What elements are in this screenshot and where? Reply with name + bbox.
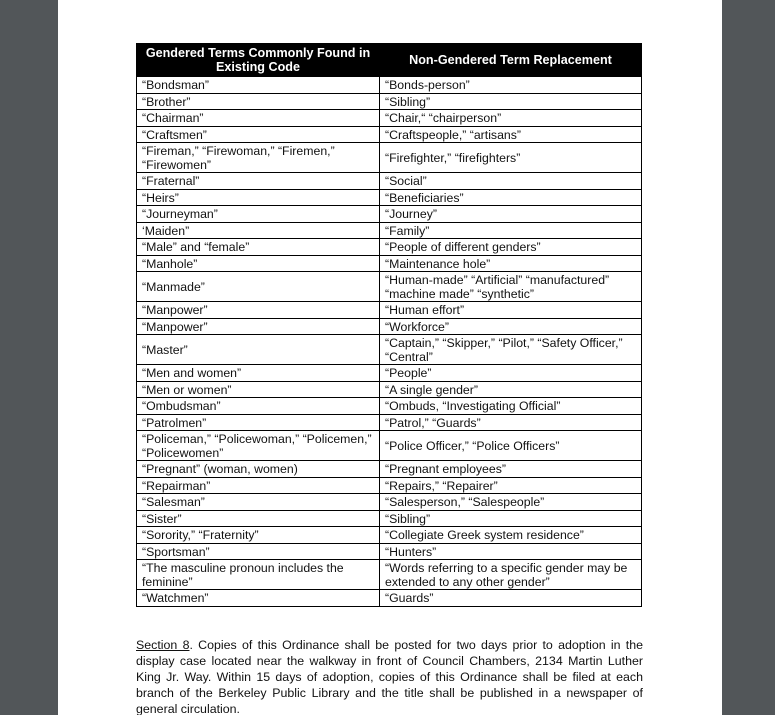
gendered-term-cell: “Ombudsman” [137, 398, 380, 415]
terms-table [136, 43, 642, 607]
table-row [137, 543, 642, 560]
gendered-term-cell: “Sportsman” [137, 543, 380, 560]
table-row [137, 335, 642, 365]
gendered-term-cell: “Male” and “female” [137, 239, 380, 256]
replacement-term-cell: “Firefighter,” “firefighters” [380, 143, 642, 173]
gendered-term-cell: ‘Maiden” [137, 222, 380, 239]
table-row [137, 222, 642, 239]
table-row [137, 173, 642, 190]
header-gendered-terms: Gendered Terms Commonly Found in Existing Code [137, 44, 380, 77]
replacement-term-cell: “Maintenance hole” [380, 255, 642, 272]
gendered-term-cell: “Repairman” [137, 477, 380, 494]
replacement-term-cell: “Ombuds, “Investigating Official” [380, 398, 642, 415]
replacement-term-cell: “Human effort” [380, 302, 642, 319]
replacement-term-cell: “Bonds-person” [380, 77, 642, 94]
replacement-term-cell: “Journey” [380, 206, 642, 223]
replacement-term-cell: “People of different genders” [380, 239, 642, 256]
table-row [137, 365, 642, 382]
gendered-term-cell: “Manpower” [137, 318, 380, 335]
gendered-term-cell: “The masculine pronoun includes the feminine” [137, 560, 380, 590]
gendered-term-cell: “Sister” [137, 510, 380, 527]
replacement-term-cell: “Beneficiaries” [380, 189, 642, 206]
section-8-text: . Copies of this Ordinance shall be posted for two days prior to adoption in the display case located near the walkway in front of Council Chambers, 2134 Martin Luther King Jr. Way. Within 15 days of adoption, copies of this Ordinance shall be filed at each branch of the Berkeley Public Library and the title shall be published in a newspaper of general circulation. [136, 638, 643, 715]
table-row [137, 93, 642, 110]
gendered-term-cell: “Manpower” [137, 302, 380, 319]
replacement-term-cell: “Human-made” “Artificial” “manufactured” “machine made” “synthetic” [380, 272, 642, 302]
replacement-term-cell: “Sibling” [380, 93, 642, 110]
gendered-term-cell: “Salesman” [137, 494, 380, 511]
gendered-term-cell: “Watchmen” [137, 590, 380, 607]
table-row [137, 560, 642, 590]
gendered-term-cell: “Brother” [137, 93, 380, 110]
table-row [137, 189, 642, 206]
replacement-term-cell: “Family” [380, 222, 642, 239]
replacement-term-cell: “Patrol,” “Guards” [380, 414, 642, 431]
replacement-term-cell: “Collegiate Greek system residence” [380, 527, 642, 544]
gendered-term-cell: “Men and women” [137, 365, 380, 382]
gendered-term-cell: “Heirs” [137, 189, 380, 206]
replacement-term-cell: “Social” [380, 173, 642, 190]
terms-table-body [137, 77, 642, 607]
gendered-term-cell: “Manhole” [137, 255, 380, 272]
table-row [137, 255, 642, 272]
table-row [137, 302, 642, 319]
replacement-term-cell: “Repairs,” “Repairer” [380, 477, 642, 494]
table-row [137, 590, 642, 607]
table-row [137, 318, 642, 335]
table-row [137, 272, 642, 302]
replacement-term-cell: “Guards” [380, 590, 642, 607]
replacement-term-cell: “Police Officer,” “Police Officers” [380, 431, 642, 461]
table-row [137, 206, 642, 223]
table-row [137, 494, 642, 511]
table-row [137, 527, 642, 544]
gendered-term-cell: “Pregnant” (woman, women) [137, 461, 380, 478]
header-replacement-terms: Non-Gendered Term Replacement [380, 44, 642, 77]
table-row [137, 143, 642, 173]
table-row [137, 110, 642, 127]
table-row [137, 398, 642, 415]
gendered-term-cell: “Fraternal” [137, 173, 380, 190]
section-8-paragraph [136, 637, 643, 715]
gendered-term-cell: “Master” [137, 335, 380, 365]
gendered-term-cell: “Policeman,” “Policewoman,” “Policemen,” “Policewomen” [137, 431, 380, 461]
table-row [137, 239, 642, 256]
gendered-term-cell: “Sorority,” “Fraternity” [137, 527, 380, 544]
table-row [137, 414, 642, 431]
table-row [137, 510, 642, 527]
table-row [137, 461, 642, 478]
table-row [137, 431, 642, 461]
gendered-term-cell: “Fireman,” “Firewoman,” “Firemen,” “Firewomen” [137, 143, 380, 173]
replacement-term-cell: “Words referring to a specific gender may be extended to any other gender” [380, 560, 642, 590]
document-page [58, 0, 722, 715]
table-row [137, 381, 642, 398]
gendered-term-cell: “Journeyman” [137, 206, 380, 223]
replacement-term-cell: “Pregnant employees” [380, 461, 642, 478]
table-row [137, 477, 642, 494]
replacement-term-cell: “A single gender” [380, 381, 642, 398]
replacement-term-cell: “Salesperson,” “Salespeople” [380, 494, 642, 511]
replacement-term-cell: “Hunters” [380, 543, 642, 560]
gendered-term-cell: “Manmade” [137, 272, 380, 302]
replacement-term-cell: “Workforce” [380, 318, 642, 335]
gendered-term-cell: “Men or women” [137, 381, 380, 398]
gendered-term-cell: “Bondsman” [137, 77, 380, 94]
table-row [137, 126, 642, 143]
gendered-term-cell: “Chairman” [137, 110, 380, 127]
replacement-term-cell: “Craftspeople,” “artisans” [380, 126, 642, 143]
replacement-term-cell: “Chair,“ “chairperson” [380, 110, 642, 127]
table-header-row [137, 44, 642, 77]
gendered-term-cell: “Patrolmen” [137, 414, 380, 431]
gendered-term-cell: “Craftsmen” [137, 126, 380, 143]
replacement-term-cell: “People” [380, 365, 642, 382]
replacement-term-cell: “Sibling” [380, 510, 642, 527]
table-row [137, 77, 642, 94]
replacement-term-cell: “Captain,” “Skipper,” “Pilot,” “Safety Officer,” “Central” [380, 335, 642, 365]
section-8-label: Section 8 [136, 638, 190, 652]
